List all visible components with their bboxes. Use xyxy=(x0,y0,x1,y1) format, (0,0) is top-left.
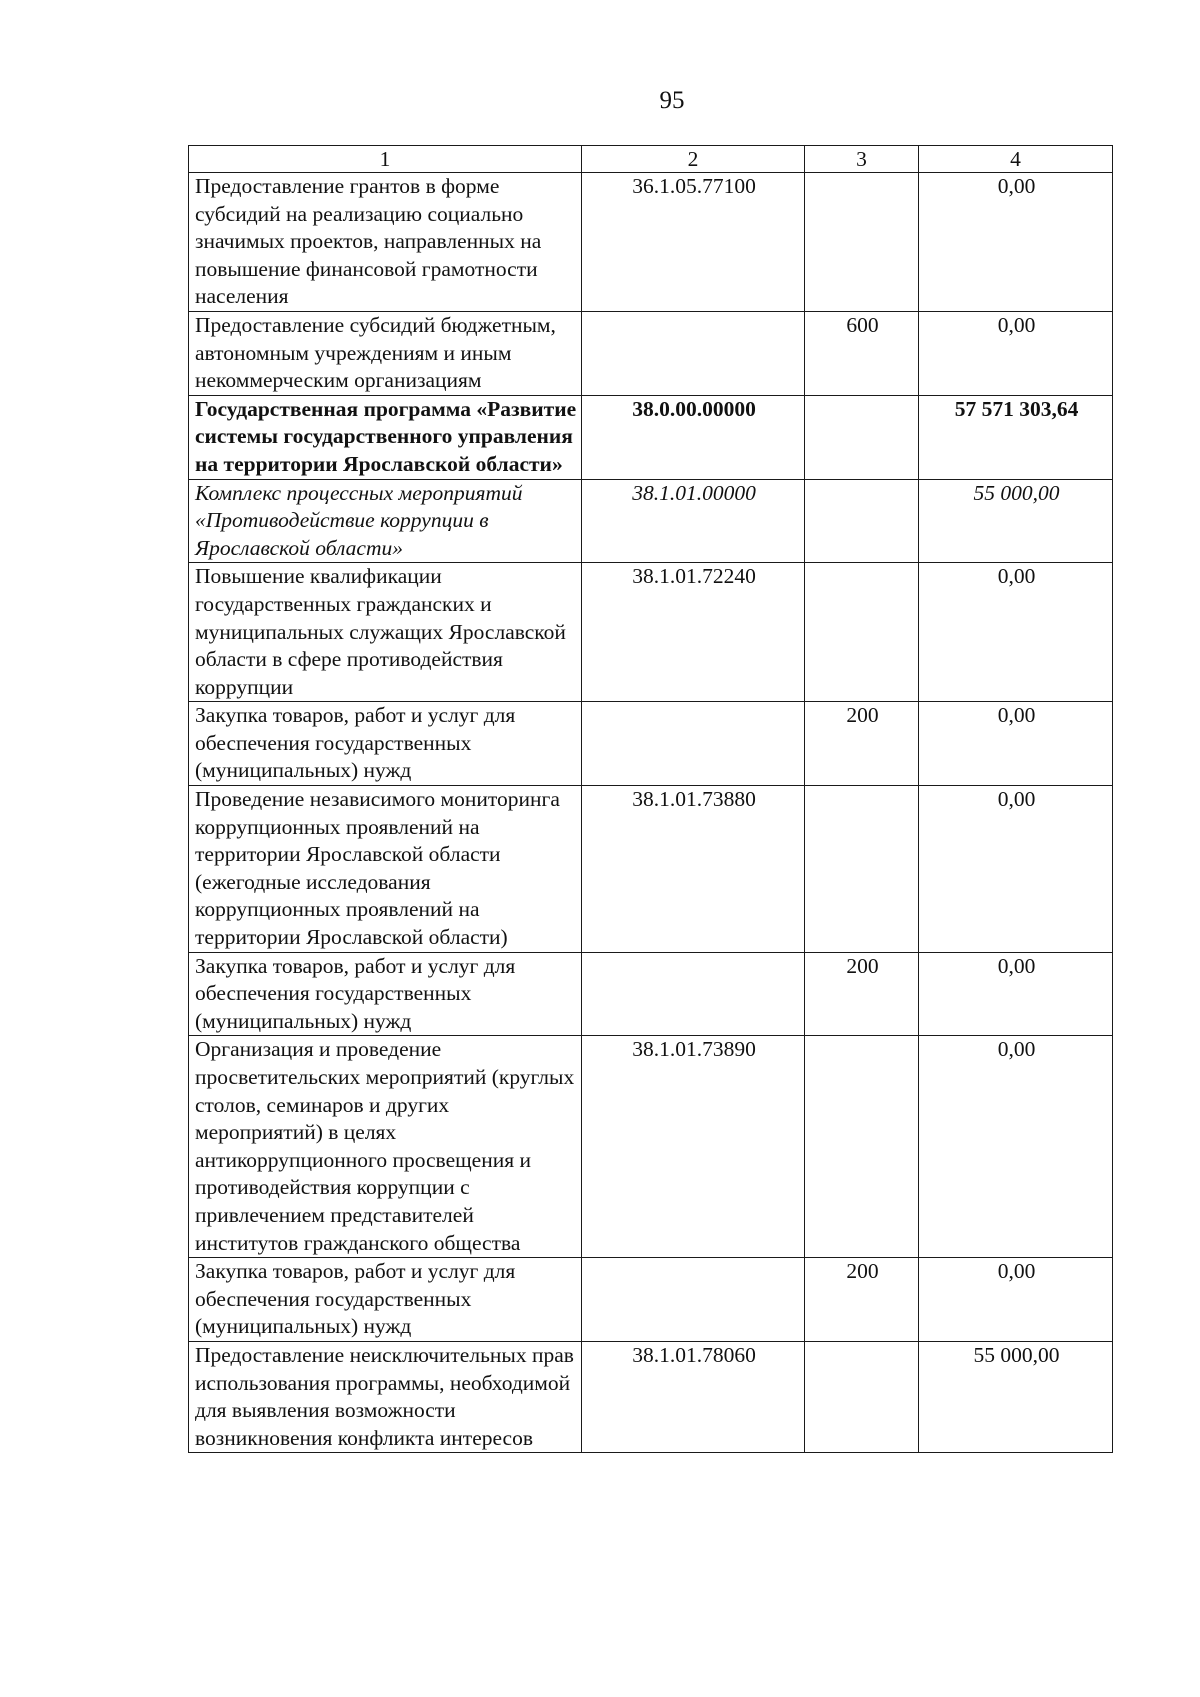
row-code: 36.1.05.77100 xyxy=(582,173,805,312)
row-kvr xyxy=(805,563,919,702)
row-code: 38.1.01.00000 xyxy=(582,479,805,563)
row-amount: 55 000,00 xyxy=(919,1341,1113,1452)
row-amount: 55 000,00 xyxy=(919,479,1113,563)
budget-table xyxy=(188,145,1113,1453)
row-kvr xyxy=(805,1341,919,1452)
row-name: Закупка товаров, работ и услуг для обеспечения государственных (муниципальных) нужд xyxy=(189,702,582,786)
row-amount: 57 571 303,64 xyxy=(919,395,1113,479)
row-name: Предоставление грантов в форме субсидий на реализацию социально значимых проектов, направленных на повышение финансовой грамотности населения xyxy=(189,173,582,312)
row-amount: 0,00 xyxy=(919,563,1113,702)
table-row-program xyxy=(189,395,1113,479)
table-header-row xyxy=(189,146,1113,173)
column-header-amount: 4 xyxy=(919,146,1113,173)
table-row-complex xyxy=(189,479,1113,563)
table-row xyxy=(189,1341,1113,1452)
row-code: 38.1.01.78060 xyxy=(582,1341,805,1452)
row-amount: 0,00 xyxy=(919,1036,1113,1258)
column-header-code: 2 xyxy=(582,146,805,173)
row-name: Повышение квалификации государственных гражданских и муниципальных служащих Ярославской области в сфере противодействия коррупции xyxy=(189,563,582,702)
row-name: Предоставление неисключительных прав использования программы, необходимой для выявления возможности возникновения конфликта интересов xyxy=(189,1341,582,1452)
row-name: Организация и проведение просветительских мероприятий (круглых столов, семинаров и других мероприятий) в целях антикоррупционного просвещения и противодействия коррупции с привлечением представителей институтов гражданского общества xyxy=(189,1036,582,1258)
page-number: 95 xyxy=(659,87,685,114)
row-code xyxy=(582,1258,805,1342)
table-row xyxy=(189,702,1113,786)
table-row xyxy=(189,311,1113,395)
row-kvr: 200 xyxy=(805,1258,919,1342)
row-code: 38.1.01.73890 xyxy=(582,1036,805,1258)
row-amount: 0,00 xyxy=(919,952,1113,1036)
row-amount: 0,00 xyxy=(919,786,1113,953)
row-name: Предоставление субсидий бюджетным, автономным учреждениям и иным некоммерческим организациям xyxy=(189,311,582,395)
table-row xyxy=(189,952,1113,1036)
row-kvr: 200 xyxy=(805,952,919,1036)
row-name: Закупка товаров, работ и услуг для обеспечения государственных (муниципальных) нужд xyxy=(189,1258,582,1342)
table-row xyxy=(189,173,1113,312)
row-code: 38.1.01.72240 xyxy=(582,563,805,702)
row-kvr xyxy=(805,1036,919,1258)
row-amount: 0,00 xyxy=(919,173,1113,312)
row-name: Закупка товаров, работ и услуг для обеспечения государственных (муниципальных) нужд xyxy=(189,952,582,1036)
row-kvr xyxy=(805,786,919,953)
row-amount: 0,00 xyxy=(919,311,1113,395)
column-header-name: 1 xyxy=(189,146,582,173)
row-code xyxy=(582,952,805,1036)
row-code: 38.1.01.73880 xyxy=(582,786,805,953)
column-header-kvr: 3 xyxy=(805,146,919,173)
row-code xyxy=(582,311,805,395)
row-kvr xyxy=(805,395,919,479)
row-amount: 0,00 xyxy=(919,702,1113,786)
row-code xyxy=(582,702,805,786)
row-kvr xyxy=(805,479,919,563)
table-row xyxy=(189,1258,1113,1342)
row-amount: 0,00 xyxy=(919,1258,1113,1342)
table-row xyxy=(189,786,1113,953)
row-name: Комплекс процессных мероприятий «Противодействие коррупции в Ярославской области» xyxy=(189,479,582,563)
row-kvr: 600 xyxy=(805,311,919,395)
row-code: 38.0.00.00000 xyxy=(582,395,805,479)
table-row xyxy=(189,1036,1113,1258)
row-name: Государственная программа «Развитие системы государственного управления на территории Ярославской области» xyxy=(189,395,582,479)
table-row xyxy=(189,563,1113,702)
row-kvr: 200 xyxy=(805,702,919,786)
row-kvr xyxy=(805,173,919,312)
row-name: Проведение независимого мониторинга коррупционных проявлений на территории Ярославской области (ежегодные исследования коррупционных проявлений на территории Ярославской области) xyxy=(189,786,582,953)
